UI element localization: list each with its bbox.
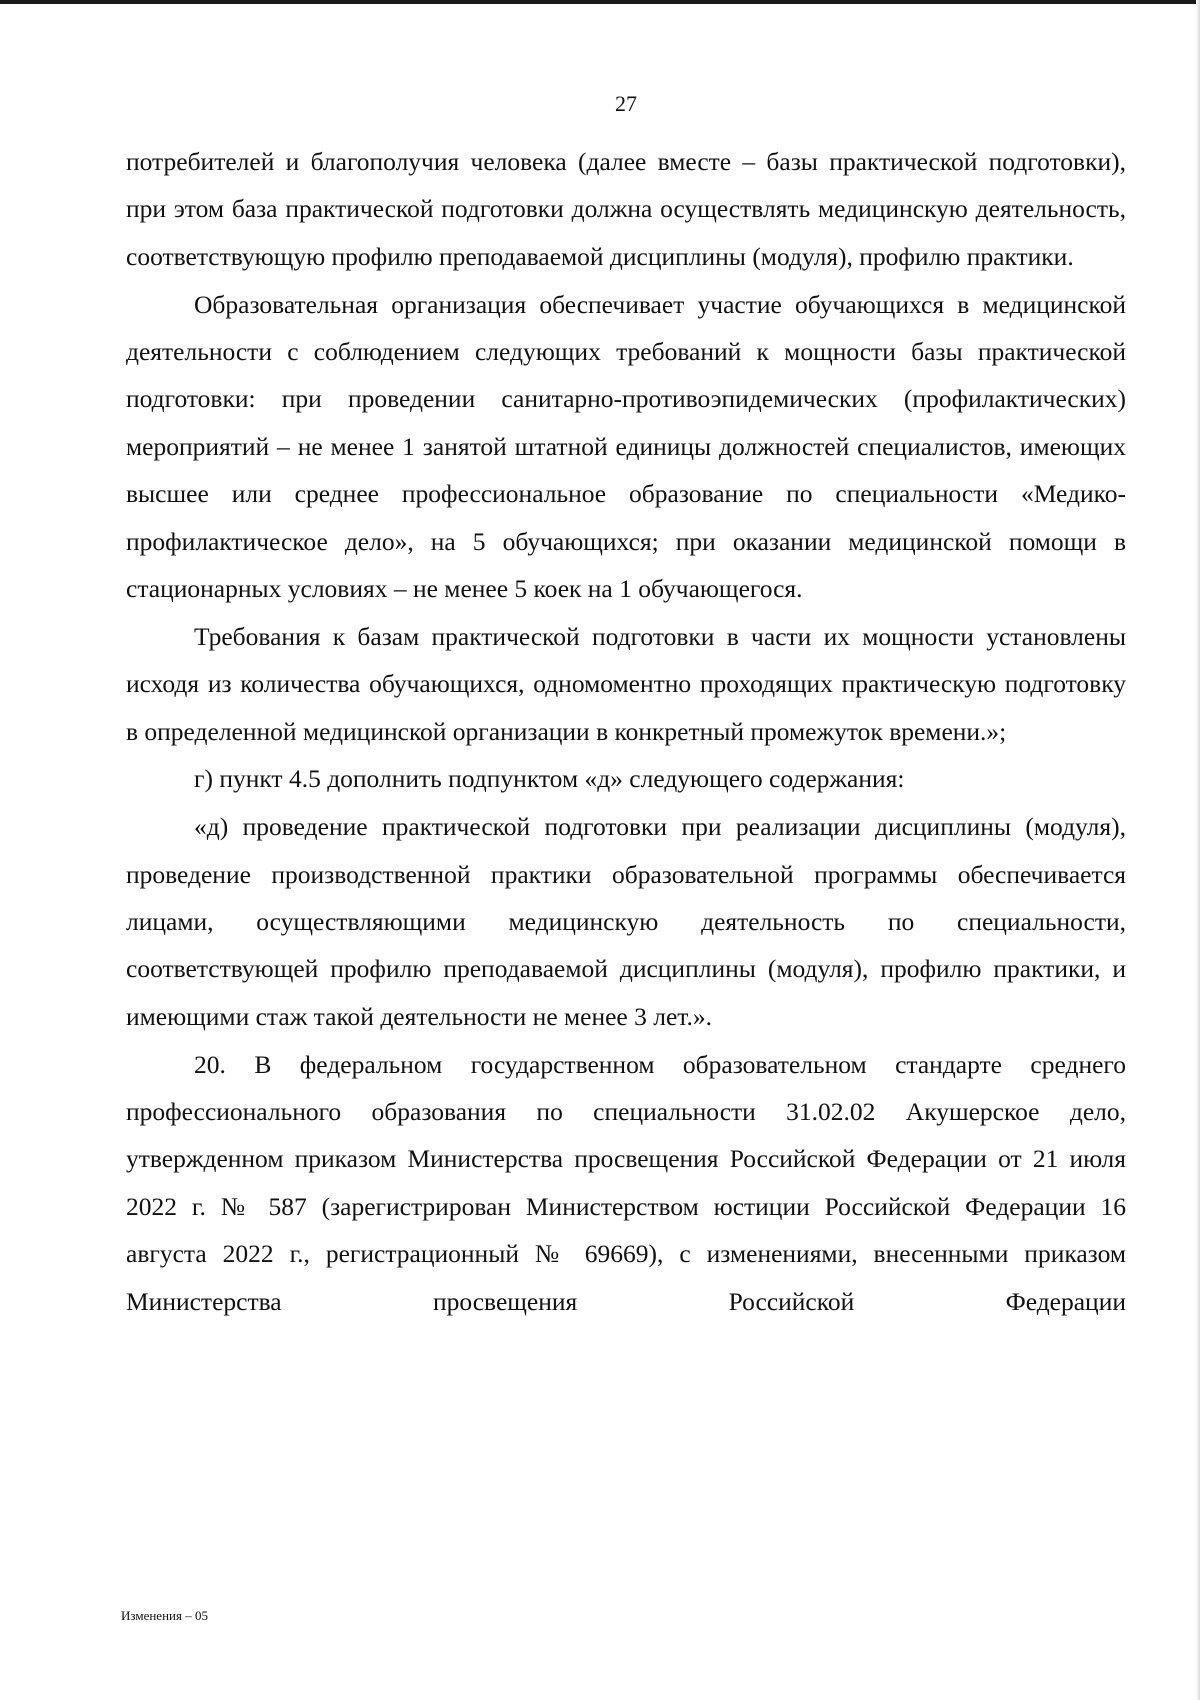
document-body (126, 138, 1126, 1325)
paragraph-continuation: потребителей и благополучия человека (далее вместе – базы практической подготовки), при этом база практической подготовки должна осуществлять медицинскую деятельность, соответствующую профилю преподаваемой дисциплины (модуля), профилю практики. (126, 147, 1126, 271)
page-top-border (0, 0, 1200, 4)
paragraph-item-g: г) пункт 4.5 дополнить подпунктом «д» следующего содержания: (194, 764, 905, 794)
page-number: 27 (615, 91, 637, 116)
page-footer: Изменения – 05 (121, 1608, 208, 1623)
paragraph-item-d: «д) проведение практической подготовки при реализации дисциплины (модуля), проведение производственной практики образовательной программы обеспечивается лицами, осуществляющими медицинскую деятельность по специальности, соответствующей профилю преподаваемой дисциплины (модуля), профилю практики, и имеющими стаж такой деятельности не менее 3 лет.». (126, 812, 1126, 1031)
paragraph-capacity-requirements: Образовательная организация обеспечивает участие обучающихся в медицинской деятельности с соблюдением следующих требований к мощности базы практической подготовки: при проведении санитарно-противоэпидемических (профилактических) мероприятий – не менее 1 занятой штатной единицы должностей специалистов, имеющих высшее или среднее профессиональное образование по специальности «Медико-профилактическое дело», на 5 обучающихся; при оказании медицинской помощи в стационарных условиях – не менее 5 коек на 1 обучающегося. (126, 289, 1126, 604)
paragraph-item-20: 20. В федеральном государственном образовательном стандарте среднего профессионального образования по специальности 31.02.02 Акушерское дело, утвержденном приказом Министерства просвещения Российской Федерации от 21 июля 2022 г. № 587 (зарегистрирован Министерством юстиции Российской Федерации 16 августа 2022 г., регистрационный № 69669), с изменениями, внесенными приказом Министерства просвещения Российской Федерации (126, 1049, 1126, 1316)
page-right-edge (1196, 0, 1200, 1700)
paragraph-capacity-basis: Требования к базам практической подготовки в части их мощности установлены исходя из количества обучающихся, одномоментно проходящих практическую подготовку в определенной медицинской организации в конкретный промежуток времени.»; (126, 621, 1126, 746)
